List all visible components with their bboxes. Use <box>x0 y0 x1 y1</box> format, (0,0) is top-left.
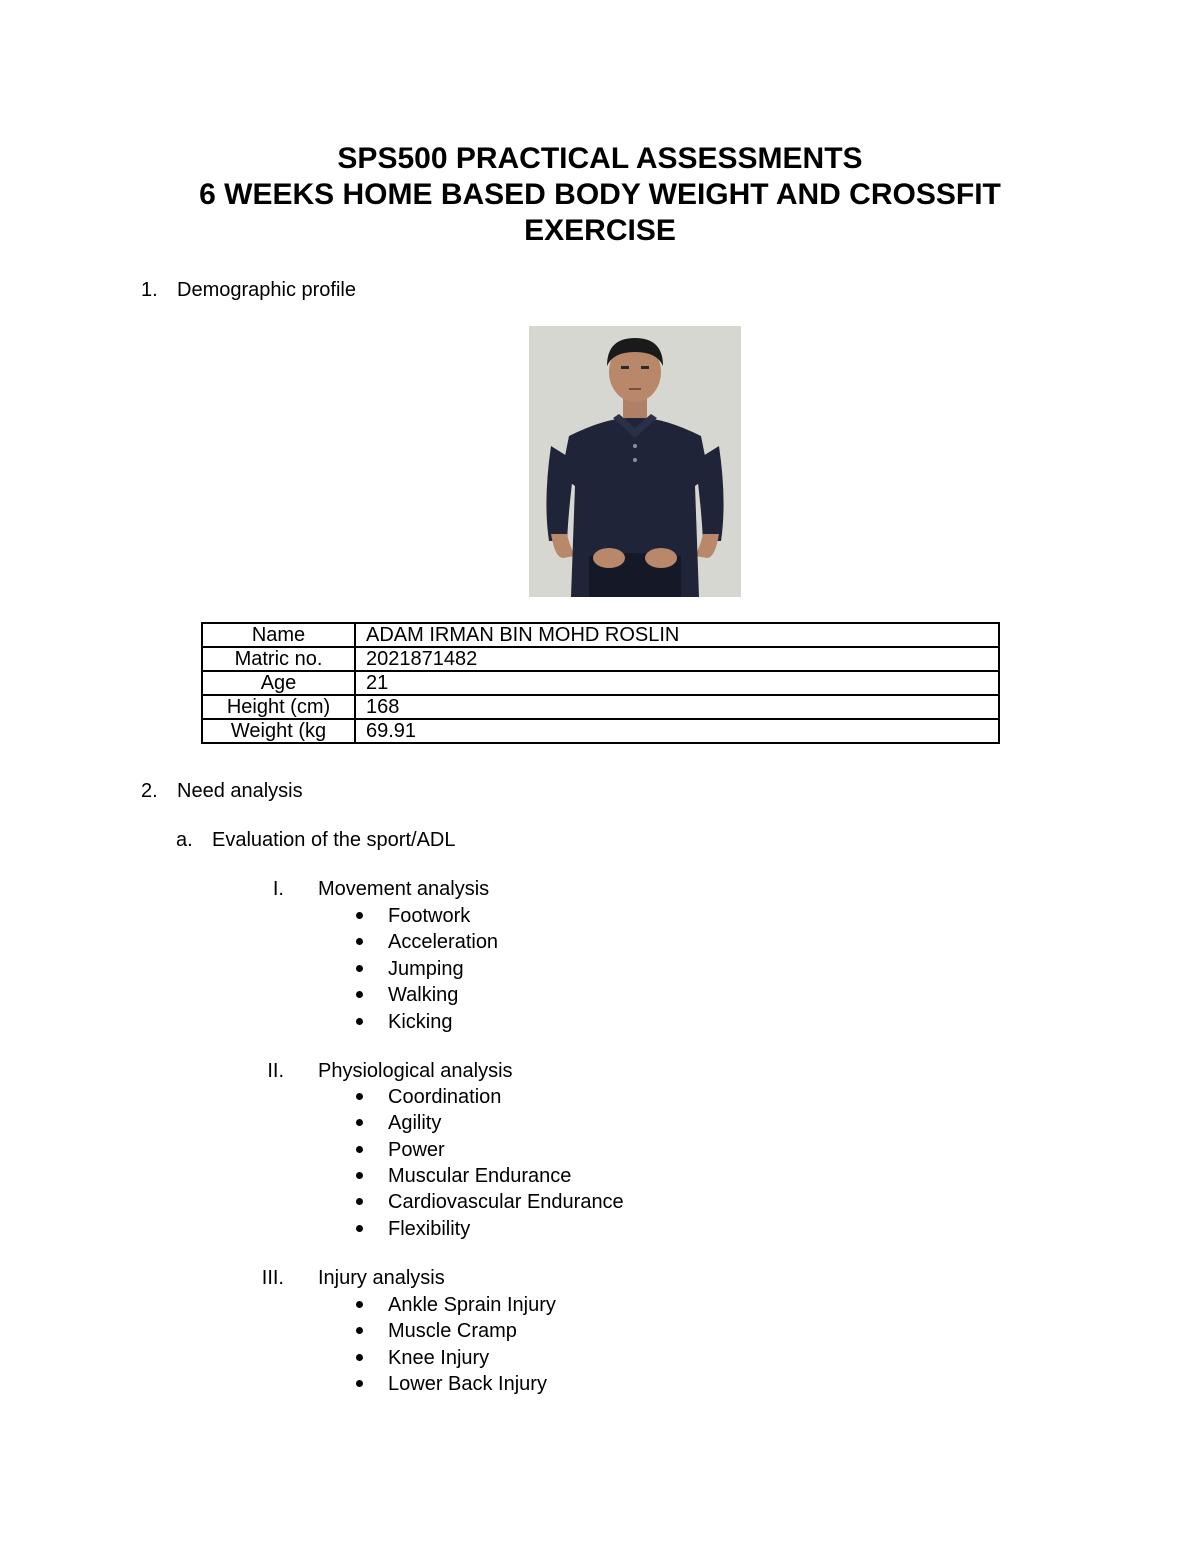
list-item: Flexibility <box>388 1218 471 1240</box>
group-2-numeral: II. <box>267 1060 284 1082</box>
table-value-height: 168 <box>355 695 999 719</box>
list-item: Power <box>388 1139 445 1161</box>
group-1-numeral: I. <box>272 878 284 900</box>
bullet-icon <box>356 1225 363 1232</box>
bullet-icon <box>356 1327 363 1334</box>
list-item: Acceleration <box>388 931 499 953</box>
profile-photo <box>529 326 741 597</box>
table-row <box>202 647 999 671</box>
bullet-icon <box>356 1380 363 1387</box>
section-1-heading: Demographic profile <box>177 279 356 301</box>
list-item: Kicking <box>388 1011 453 1033</box>
bullet-icon <box>356 912 363 919</box>
bullet-icon <box>356 1093 363 1100</box>
subsection-a-marker: a. <box>176 829 193 851</box>
list-item: Knee Injury <box>388 1347 490 1369</box>
group-2-heading: Physiological analysis <box>318 1060 513 1082</box>
list-item: Footwork <box>388 905 471 927</box>
table-label-name: Name <box>202 623 355 647</box>
group-1-heading: Movement analysis <box>318 878 490 900</box>
bullet-icon <box>356 1172 363 1179</box>
list-item: Agility <box>388 1112 442 1134</box>
table-label-age: Age <box>202 671 355 695</box>
table-row <box>202 719 999 743</box>
bullet-icon <box>356 1301 363 1308</box>
list-item: Muscle Cramp <box>388 1320 517 1342</box>
list-item: Ankle Sprain Injury <box>388 1294 556 1316</box>
table-value-matric: 2021871482 <box>355 647 999 671</box>
bullet-icon <box>356 938 363 945</box>
section-1-number: 1. <box>141 279 158 301</box>
document-title-line-1: SPS500 PRACTICAL ASSESSMENTS <box>337 142 863 175</box>
bullet-icon <box>356 1119 363 1126</box>
table-value-age: 21 <box>355 671 999 695</box>
group-3-numeral: III. <box>261 1267 284 1289</box>
table-label-weight: Weight (kg <box>202 719 355 743</box>
list-item: Muscular Endurance <box>388 1165 572 1187</box>
list-item: Jumping <box>388 958 464 980</box>
table-row <box>202 623 999 647</box>
table-row <box>202 671 999 695</box>
bullet-icon <box>356 991 363 998</box>
list-item: Walking <box>388 984 459 1006</box>
table-value-name: ADAM IRMAN BIN MOHD ROSLIN <box>355 623 999 647</box>
document-title-line-3: EXERCISE <box>524 214 676 247</box>
table-value-weight: 69.91 <box>355 719 999 743</box>
subsection-a-heading: Evaluation of the sport/ADL <box>212 829 456 851</box>
group-3-heading: Injury analysis <box>318 1267 445 1289</box>
bullet-icon <box>356 1146 363 1153</box>
table-label-height: Height (cm) <box>202 695 355 719</box>
bullet-icon <box>356 1018 363 1025</box>
table-row <box>202 695 999 719</box>
bullet-icon <box>356 1354 363 1361</box>
bullet-icon <box>356 1198 363 1205</box>
section-2-heading: Need analysis <box>177 780 303 802</box>
list-item: Cardiovascular Endurance <box>388 1191 624 1213</box>
list-item: Coordination <box>388 1086 502 1108</box>
profile-table <box>201 622 1000 744</box>
document-title-line-2: 6 WEEKS HOME BASED BODY WEIGHT AND CROSSFIT <box>199 178 1001 211</box>
bullet-icon <box>356 965 363 972</box>
list-item: Lower Back Injury <box>388 1373 547 1395</box>
table-label-matric: Matric no. <box>202 647 355 671</box>
section-2-number: 2. <box>141 780 158 802</box>
